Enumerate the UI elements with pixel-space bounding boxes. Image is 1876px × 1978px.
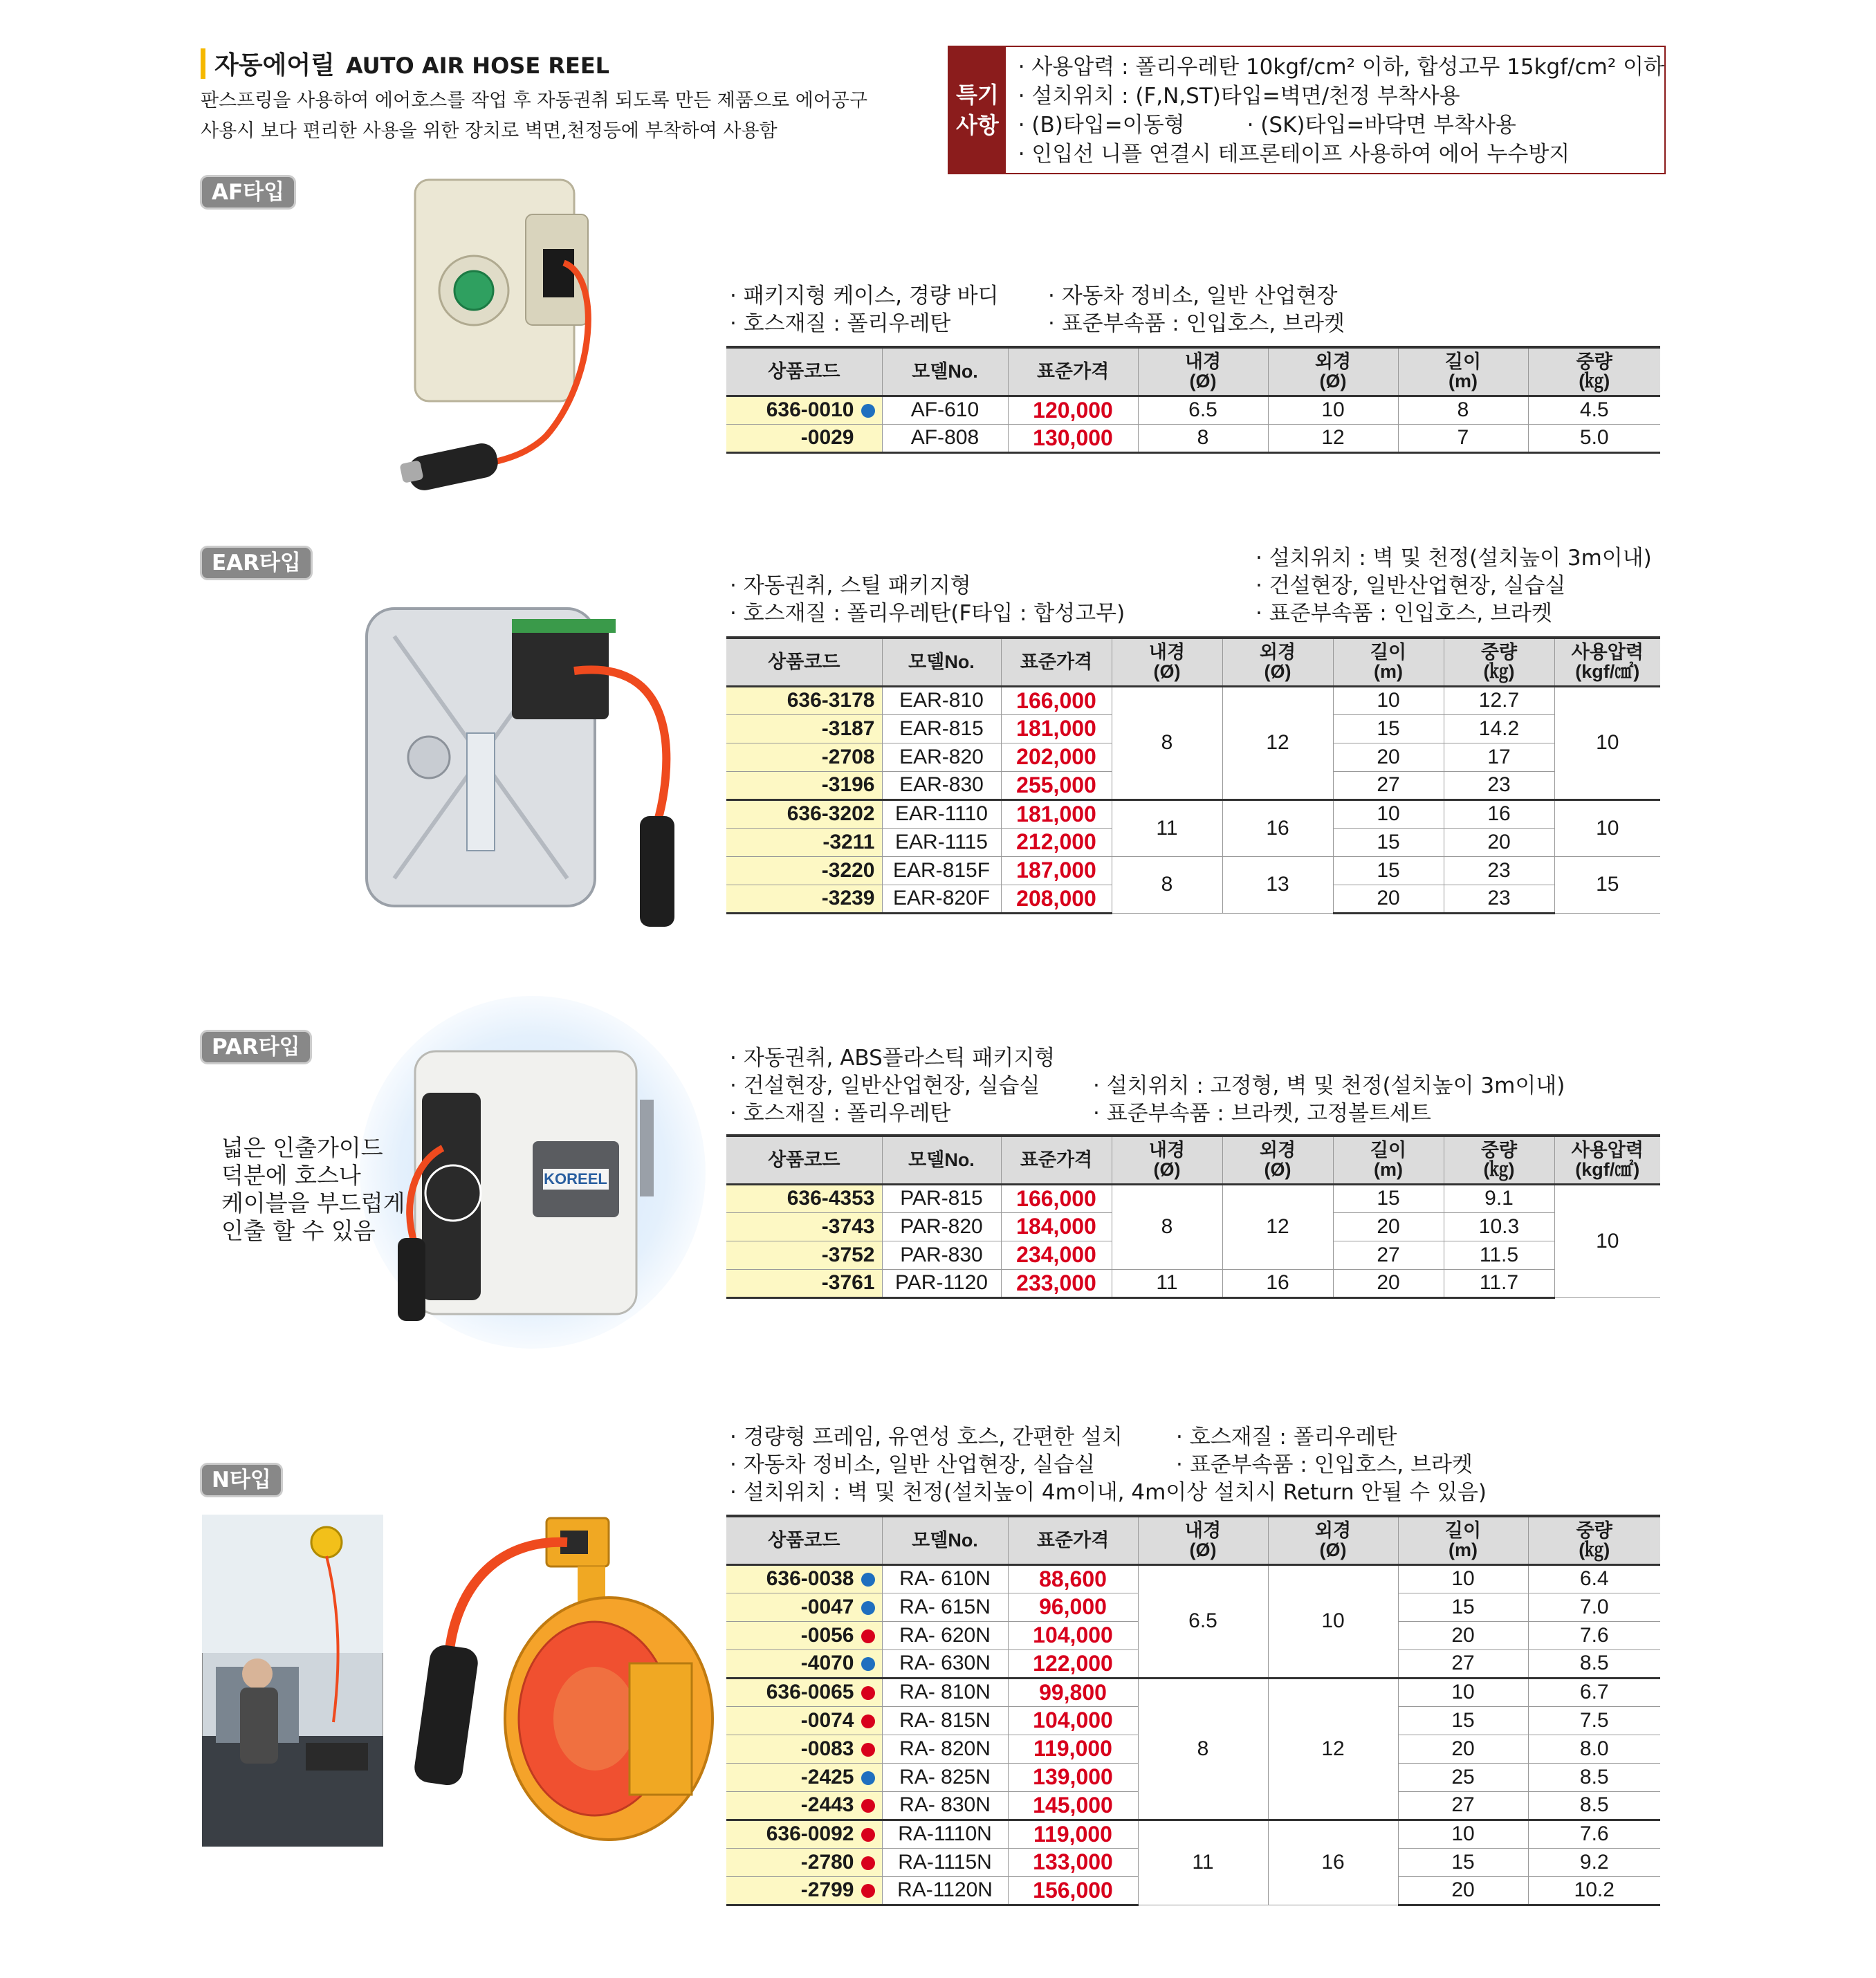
ear-feature-4: · 건설현장, 일반산업현장, 실습실 bbox=[1256, 573, 1566, 598]
inner-dia: 8 bbox=[1138, 424, 1268, 452]
price: 88,600 bbox=[1008, 1564, 1138, 1593]
ear-reel-image bbox=[353, 595, 706, 941]
product-code: 636-3202 bbox=[726, 799, 882, 828]
col-model: 모델No. bbox=[882, 1516, 1008, 1564]
length: 20 bbox=[1398, 1735, 1528, 1763]
price: 156,000 bbox=[1008, 1876, 1138, 1905]
length: 27 bbox=[1398, 1791, 1528, 1820]
length: 15 bbox=[1333, 1184, 1444, 1212]
ear-feature-3: · 설치위치 : 벽 및 천정(설치높이 3m이내) bbox=[1256, 546, 1652, 571]
blue-dot-icon bbox=[861, 1573, 875, 1587]
outer-dia: 10 bbox=[1268, 1564, 1398, 1678]
price: 104,000 bbox=[1008, 1706, 1138, 1735]
length: 15 bbox=[1398, 1706, 1528, 1735]
inner-dia: 11 bbox=[1112, 1269, 1222, 1297]
red-dot-icon bbox=[861, 1884, 875, 1898]
product-code: 636-0010 bbox=[726, 396, 882, 424]
red-dot-icon bbox=[861, 1799, 875, 1813]
length: 20 bbox=[1398, 1621, 1528, 1649]
table-row bbox=[726, 856, 1660, 885]
par-feature-3: · 호스재질 : 폴리우레탄 bbox=[730, 1101, 951, 1126]
outer-dia: 16 bbox=[1222, 799, 1333, 856]
n-feature-4: · 호스재질 : 폴리우레탄 bbox=[1176, 1425, 1397, 1450]
product-code: 636-3178 bbox=[726, 686, 882, 714]
product-code: -2443 bbox=[726, 1791, 882, 1820]
model-no: RA- 615N bbox=[882, 1593, 1008, 1621]
table-row bbox=[726, 396, 1660, 424]
weight: 23 bbox=[1444, 771, 1554, 799]
model-no: PAR-830 bbox=[882, 1241, 1001, 1269]
notes-label: 특기 사항 bbox=[949, 47, 1006, 173]
n-table-body bbox=[726, 1564, 1660, 1905]
price: 96,000 bbox=[1008, 1593, 1138, 1621]
outer-dia: 12 bbox=[1268, 1678, 1398, 1820]
special-notes-box bbox=[948, 46, 1666, 174]
weight: 12.7 bbox=[1444, 686, 1554, 714]
outer-dia: 12 bbox=[1222, 1184, 1333, 1269]
product-code: 636-0038 bbox=[726, 1564, 882, 1593]
price: 202,000 bbox=[1001, 743, 1112, 771]
product-code: -0029 bbox=[726, 424, 882, 452]
caption-line: 케이블을 부드럽게 bbox=[221, 1190, 405, 1217]
red-dot-icon bbox=[861, 1686, 875, 1700]
price: 181,000 bbox=[1001, 714, 1112, 743]
product-code: -0083 bbox=[726, 1735, 882, 1763]
col-length: 길이 (m) bbox=[1333, 1136, 1444, 1184]
length: 15 bbox=[1333, 856, 1444, 885]
col-weight: 중량 (㎏) bbox=[1528, 347, 1660, 396]
col-weight: 중량 (㎏) bbox=[1444, 1136, 1554, 1184]
blue-dot-icon bbox=[861, 1657, 875, 1671]
price: 104,000 bbox=[1008, 1621, 1138, 1649]
col-pressure: 사용압력 (kgf/㎠) bbox=[1554, 638, 1660, 686]
n-feature-2: · 자동차 정비소, 일반 산업현장, 실습실 bbox=[730, 1452, 1096, 1477]
model-no: EAR-830 bbox=[882, 771, 1001, 799]
col-price: 표준가격 bbox=[1008, 347, 1138, 396]
price: 233,000 bbox=[1001, 1269, 1112, 1297]
red-dot-icon bbox=[861, 1629, 875, 1643]
af-feature-2: · 호스재질 : 폴리우레탄 bbox=[730, 311, 951, 336]
model-no: EAR-820F bbox=[882, 885, 1001, 913]
caption-line: 덕분에 호스나 bbox=[221, 1162, 361, 1189]
product-code: -3196 bbox=[726, 771, 882, 799]
col-code: 상품코드 bbox=[726, 1136, 882, 1184]
pressure: 10 bbox=[1554, 686, 1660, 799]
col-outer-dia: 외경 (Ø) bbox=[1222, 1136, 1333, 1184]
product-code: -3761 bbox=[726, 1269, 882, 1297]
product-code: -0047 bbox=[726, 1593, 882, 1621]
title-accent-bar bbox=[201, 48, 205, 79]
length: 10 bbox=[1398, 1564, 1528, 1593]
table-row bbox=[726, 424, 1660, 452]
model-no: EAR-820 bbox=[882, 743, 1001, 771]
inner-dia: 8 bbox=[1112, 686, 1222, 799]
col-length: 길이 (m) bbox=[1398, 1516, 1528, 1564]
model-no: RA-1110N bbox=[882, 1820, 1008, 1848]
model-no: PAR-815 bbox=[882, 1184, 1001, 1212]
inner-dia: 6.5 bbox=[1138, 396, 1268, 424]
weight: 6.7 bbox=[1528, 1678, 1660, 1706]
product-code: -2708 bbox=[726, 743, 882, 771]
length: 10 bbox=[1333, 799, 1444, 828]
note-teflon: · 인입선 니플 연결시 테프론테이프 사용하여 에어 누수방지 bbox=[1018, 142, 1570, 167]
col-model: 모델No. bbox=[882, 1136, 1001, 1184]
weight: 7.5 bbox=[1528, 1706, 1660, 1735]
badge-par-type: PAR타입 bbox=[202, 1032, 310, 1062]
weight: 9.2 bbox=[1528, 1848, 1660, 1876]
table-row bbox=[726, 1678, 1660, 1706]
n-workshop-photo bbox=[202, 1515, 383, 1847]
weight: 8.5 bbox=[1528, 1791, 1660, 1820]
col-inner-dia: 내경 (Ø) bbox=[1112, 1136, 1222, 1184]
price: 255,000 bbox=[1001, 771, 1112, 799]
table-row bbox=[726, 1269, 1660, 1297]
n-table-header bbox=[726, 1516, 1660, 1564]
product-code: -2425 bbox=[726, 1763, 882, 1791]
inner-dia: 8 bbox=[1112, 856, 1222, 913]
desc-line-1: 판스프링을 사용하여 에어호스를 작업 후 자동권취 되도록 만든 제품으로 에어공구 bbox=[201, 90, 868, 111]
weight: 17 bbox=[1444, 743, 1554, 771]
par-spec-table bbox=[726, 1134, 1660, 1299]
pressure: 10 bbox=[1554, 799, 1660, 856]
model-no: RA- 630N bbox=[882, 1649, 1008, 1678]
col-price: 표준가격 bbox=[1008, 1516, 1138, 1564]
koreel-logo: KOREEL bbox=[544, 1170, 607, 1187]
par-feature-5: · 표준부속품 : 브라켓, 고정볼트세트 bbox=[1093, 1101, 1431, 1126]
length: 25 bbox=[1398, 1763, 1528, 1791]
weight: 6.4 bbox=[1528, 1564, 1660, 1593]
red-dot-icon bbox=[861, 1714, 875, 1728]
col-outer-dia: 외경 (Ø) bbox=[1222, 638, 1333, 686]
price: 130,000 bbox=[1008, 424, 1138, 452]
length: 15 bbox=[1333, 828, 1444, 856]
inner-dia: 11 bbox=[1138, 1820, 1268, 1905]
col-outer-dia: 외경 (Ø) bbox=[1268, 347, 1398, 396]
price: 234,000 bbox=[1001, 1241, 1112, 1269]
weight: 10.2 bbox=[1528, 1876, 1660, 1905]
ear-spec-table bbox=[726, 636, 1660, 914]
af-feature-4: · 표준부속품 : 인입호스, 브라켓 bbox=[1048, 311, 1345, 336]
title-ko: 자동에어릴 bbox=[214, 51, 335, 80]
outer-dia: 16 bbox=[1268, 1820, 1398, 1905]
note-install: · 설치위치 : (F,N,ST)타입=벽면/천정 부착사용 bbox=[1018, 84, 1460, 109]
weight: 14.2 bbox=[1444, 714, 1554, 743]
note-type-b: · (B)타입=이동형 bbox=[1018, 113, 1185, 138]
price: 119,000 bbox=[1008, 1820, 1138, 1848]
par-feature-1: · 자동권취, ABS플라스틱 패키지형 bbox=[730, 1046, 1056, 1071]
product-code: -2799 bbox=[726, 1876, 882, 1905]
outer-dia: 10 bbox=[1268, 396, 1398, 424]
weight: 8.0 bbox=[1528, 1735, 1660, 1763]
product-code: -0074 bbox=[726, 1706, 882, 1735]
badge-af-type: AF타입 bbox=[202, 177, 294, 207]
model-no: RA-1120N bbox=[882, 1876, 1008, 1905]
product-code: -2780 bbox=[726, 1848, 882, 1876]
model-no: EAR-1115 bbox=[882, 828, 1001, 856]
model-no: RA- 820N bbox=[882, 1735, 1008, 1763]
title-en: AUTO AIR HOSE REEL bbox=[345, 53, 610, 79]
price: 133,000 bbox=[1008, 1848, 1138, 1876]
inner-dia: 8 bbox=[1138, 1678, 1268, 1820]
length: 15 bbox=[1398, 1848, 1528, 1876]
weight: 4.5 bbox=[1528, 396, 1660, 424]
ear-feature-5: · 표준부속품 : 인입호스, 브라켓 bbox=[1256, 601, 1552, 626]
n-feature-3: · 설치위치 : 벽 및 천정(설치높이 4m이내, 4m이상 설치시 Return 안될 수 있음) bbox=[730, 1480, 1487, 1505]
model-no: RA-1115N bbox=[882, 1848, 1008, 1876]
model-no: RA- 610N bbox=[882, 1564, 1008, 1593]
weight: 8.5 bbox=[1528, 1649, 1660, 1678]
model-no: RA- 810N bbox=[882, 1678, 1008, 1706]
n-feature-1: · 경량형 프레임, 유연성 호스, 간편한 설치 bbox=[730, 1425, 1123, 1450]
price: 181,000 bbox=[1001, 799, 1112, 828]
model-no: EAR-815 bbox=[882, 714, 1001, 743]
col-inner-dia: 내경 (Ø) bbox=[1138, 347, 1268, 396]
length: 20 bbox=[1333, 743, 1444, 771]
length: 20 bbox=[1333, 1212, 1444, 1241]
col-length: 길이 (m) bbox=[1398, 347, 1528, 396]
col-price: 표준가격 bbox=[1001, 638, 1112, 686]
af-spec-table bbox=[726, 346, 1660, 454]
length: 20 bbox=[1398, 1876, 1528, 1905]
col-inner-dia: 내경 (Ø) bbox=[1138, 1516, 1268, 1564]
product-code: -3211 bbox=[726, 828, 882, 856]
weight: 23 bbox=[1444, 856, 1554, 885]
note-pressure: · 사용압력 : 폴리우레탄 10kgf/cm² 이하, 합성고무 15kgf/cm² 이하 bbox=[1018, 55, 1664, 80]
red-dot-icon bbox=[861, 1856, 875, 1870]
ear-feature-2: · 호스재질 : 폴리우레탄(F타입 : 합성고무) bbox=[730, 601, 1125, 626]
price: 119,000 bbox=[1008, 1735, 1138, 1763]
caption-line: 넓은 인출가이드 bbox=[221, 1134, 383, 1161]
length: 27 bbox=[1333, 1241, 1444, 1269]
outer-dia: 12 bbox=[1222, 686, 1333, 799]
model-no: PAR-1120 bbox=[882, 1269, 1001, 1297]
length: 10 bbox=[1398, 1678, 1528, 1706]
outer-dia: 16 bbox=[1222, 1269, 1333, 1297]
table-row bbox=[726, 1184, 1660, 1212]
weight: 8.5 bbox=[1528, 1763, 1660, 1791]
n-reel-image bbox=[387, 1511, 733, 1850]
price: 187,000 bbox=[1001, 856, 1112, 885]
product-code: -3239 bbox=[726, 885, 882, 913]
product-code: -3187 bbox=[726, 714, 882, 743]
price: 145,000 bbox=[1008, 1791, 1138, 1820]
col-weight: 중량 (㎏) bbox=[1528, 1516, 1660, 1564]
price: 208,000 bbox=[1001, 885, 1112, 913]
n-feature-5: · 표준부속품 : 인입호스, 브라켓 bbox=[1176, 1452, 1473, 1477]
length: 10 bbox=[1333, 686, 1444, 714]
red-dot-icon bbox=[861, 1743, 875, 1757]
blue-dot-icon bbox=[861, 404, 875, 418]
table-row bbox=[726, 1564, 1660, 1593]
length: 20 bbox=[1333, 885, 1444, 913]
col-code: 상품코드 bbox=[726, 638, 882, 686]
ear-table-header bbox=[726, 638, 1660, 686]
af-reel-image bbox=[387, 173, 616, 505]
product-code: -3752 bbox=[726, 1241, 882, 1269]
weight: 7.6 bbox=[1528, 1820, 1660, 1848]
weight: 7.6 bbox=[1528, 1621, 1660, 1649]
ear-feature-1: · 자동권취, 스틸 패키지형 bbox=[730, 573, 971, 598]
model-no: EAR-810 bbox=[882, 686, 1001, 714]
length: 15 bbox=[1398, 1593, 1528, 1621]
page-title bbox=[214, 46, 609, 81]
col-pressure: 사용압력 (kgf/㎠) bbox=[1554, 1136, 1660, 1184]
price: 120,000 bbox=[1008, 396, 1138, 424]
note-type-sk: · (SK)타입=바닥면 부착사용 bbox=[1247, 113, 1516, 138]
col-code: 상품코드 bbox=[726, 1516, 882, 1564]
col-code: 상품코드 bbox=[726, 347, 882, 396]
col-outer-dia: 외경 (Ø) bbox=[1268, 1516, 1398, 1564]
table-row bbox=[726, 1820, 1660, 1848]
par-caption bbox=[221, 1134, 405, 1245]
length: 27 bbox=[1333, 771, 1444, 799]
product-code: -4070 bbox=[726, 1649, 882, 1678]
weight: 5.0 bbox=[1528, 424, 1660, 452]
af-feature-3: · 자동차 정비소, 일반 산업현장 bbox=[1048, 284, 1338, 308]
weight: 11.5 bbox=[1444, 1241, 1554, 1269]
price: 212,000 bbox=[1001, 828, 1112, 856]
price: 99,800 bbox=[1008, 1678, 1138, 1706]
model-no: RA- 825N bbox=[882, 1763, 1008, 1791]
product-code: -0056 bbox=[726, 1621, 882, 1649]
price: 166,000 bbox=[1001, 1184, 1112, 1212]
note-type-b-sk bbox=[1018, 111, 1664, 140]
model-no: RA- 830N bbox=[882, 1791, 1008, 1820]
red-dot-icon bbox=[861, 1828, 875, 1842]
n-spec-table bbox=[726, 1515, 1660, 1906]
product-code: 636-4353 bbox=[726, 1184, 882, 1212]
length: 27 bbox=[1398, 1649, 1528, 1678]
inner-dia: 8 bbox=[1112, 1184, 1222, 1269]
par-feature-2: · 건설현장, 일반산업현장, 실습실 bbox=[730, 1073, 1040, 1098]
price: 184,000 bbox=[1001, 1212, 1112, 1241]
model-no: AF-610 bbox=[882, 396, 1008, 424]
model-no: EAR-815F bbox=[882, 856, 1001, 885]
weight: 16 bbox=[1444, 799, 1554, 828]
inner-dia: 6.5 bbox=[1138, 1564, 1268, 1678]
price: 166,000 bbox=[1001, 686, 1112, 714]
weight: 20 bbox=[1444, 828, 1554, 856]
table-row bbox=[726, 686, 1660, 714]
pressure: 10 bbox=[1554, 1184, 1660, 1297]
inner-dia: 11 bbox=[1112, 799, 1222, 856]
desc-line-2: 사용시 보다 편리한 사용을 위한 장치로 벽면,천정등에 부착하여 사용함 bbox=[201, 120, 778, 142]
badge-n-type: N타입 bbox=[202, 1465, 281, 1495]
product-code: 636-0065 bbox=[726, 1678, 882, 1706]
price: 122,000 bbox=[1008, 1649, 1138, 1678]
af-table-header bbox=[726, 347, 1660, 396]
blue-dot-icon bbox=[861, 1771, 875, 1785]
blue-dot-icon bbox=[861, 1601, 875, 1615]
length: 20 bbox=[1333, 1269, 1444, 1297]
col-length: 길이 (m) bbox=[1333, 638, 1444, 686]
product-code: 636-0092 bbox=[726, 1820, 882, 1848]
model-no: RA- 620N bbox=[882, 1621, 1008, 1649]
col-inner-dia: 내경 (Ø) bbox=[1112, 638, 1222, 686]
length: 10 bbox=[1398, 1820, 1528, 1848]
badge-ear-type: EAR타입 bbox=[202, 548, 311, 578]
weight: 11.7 bbox=[1444, 1269, 1554, 1297]
pressure: 15 bbox=[1554, 856, 1660, 913]
col-model: 모델No. bbox=[882, 638, 1001, 686]
product-code: -3220 bbox=[726, 856, 882, 885]
weight: 23 bbox=[1444, 885, 1554, 913]
af-feature-1: · 패키지형 케이스, 경량 바디 bbox=[730, 284, 999, 308]
col-weight: 중량 (㎏) bbox=[1444, 638, 1554, 686]
outer-dia: 12 bbox=[1268, 424, 1398, 452]
caption-line: 인출 할 수 있음 bbox=[221, 1217, 376, 1244]
page-description bbox=[201, 86, 892, 147]
product-code: -3743 bbox=[726, 1212, 882, 1241]
table-row bbox=[726, 799, 1660, 828]
par-reel-image bbox=[360, 996, 706, 1349]
outer-dia: 13 bbox=[1222, 856, 1333, 913]
weight: 10.3 bbox=[1444, 1212, 1554, 1241]
notes-list bbox=[1006, 47, 1664, 173]
model-no: AF-808 bbox=[882, 424, 1008, 452]
model-no: RA- 815N bbox=[882, 1706, 1008, 1735]
weight: 9.1 bbox=[1444, 1184, 1554, 1212]
model-no: PAR-820 bbox=[882, 1212, 1001, 1241]
model-no: EAR-1110 bbox=[882, 799, 1001, 828]
col-model: 모델No. bbox=[882, 347, 1008, 396]
par-table-header bbox=[726, 1136, 1660, 1184]
length: 8 bbox=[1398, 396, 1528, 424]
price: 139,000 bbox=[1008, 1763, 1138, 1791]
par-feature-4: · 설치위치 : 고정형, 벽 및 천정(설치높이 3m이내) bbox=[1093, 1073, 1565, 1098]
weight: 7.0 bbox=[1528, 1593, 1660, 1621]
col-price: 표준가격 bbox=[1001, 1136, 1112, 1184]
length: 15 bbox=[1333, 714, 1444, 743]
length: 7 bbox=[1398, 424, 1528, 452]
